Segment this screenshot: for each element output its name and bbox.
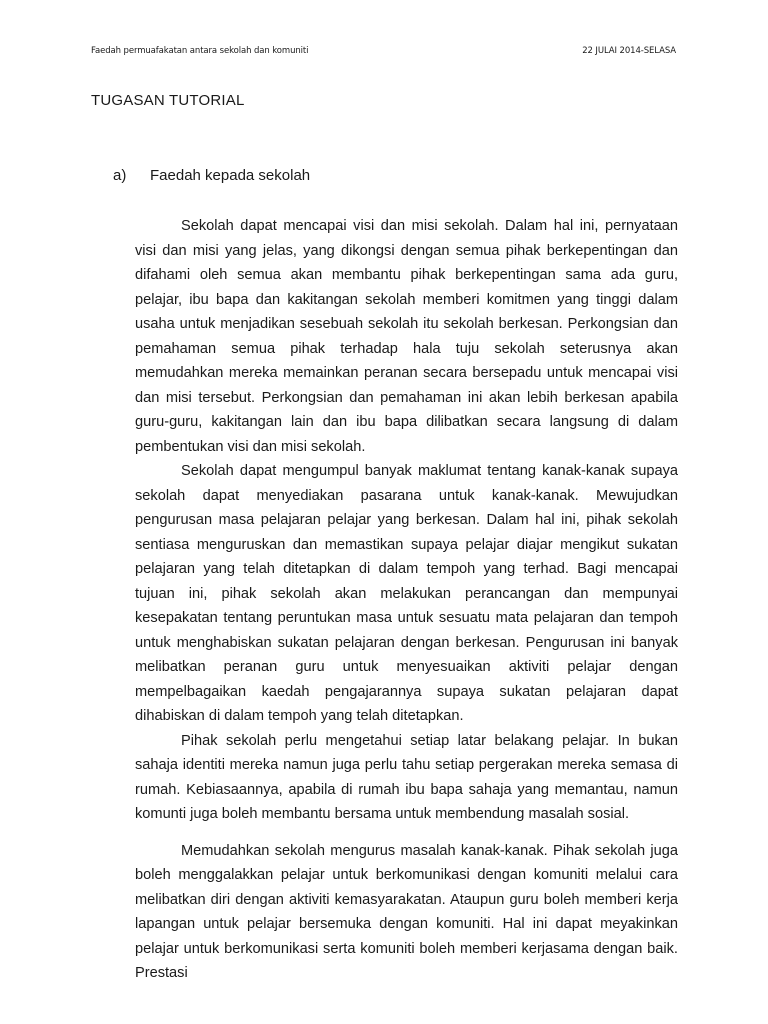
body-text [135, 214, 678, 986]
section-heading-text: Faedah kepada sekolah [150, 167, 311, 184]
paragraph-1: Sekolah dapat mencapai visi dan misi sekolah. Dalam hal ini, pernyataan visi dan misi yang jelas, yang dikongsi dengan semua pihak berkepentingan dan difahami oleh semua akan membantu pihak berkepentingan sama ada guru, pelajar, ibu bapa dan kakitangan sekolah memberi komitmen yang tinggi dalam usaha untuk menjadikan sesebuah sekolah itu sekolah berkesan. Perkongsian dan pemahaman semua pihak terhadap hala tuju sekolah seterusnya akan memudahkan mereka memainkan peranan secara bersepadu untuk mencapai visi dan misi tersebut. Perkongsian dan pemahaman ini akan lebih berkesan apabila guru-guru, kakitangan lain dan ibu bapa dilibatkan secara langsung di dalam pembentukan visi dan misi sekolah. [135, 218, 678, 455]
paragraph-2: Sekolah dapat mengumpul banyak maklumat tentang kanak-kanak supaya sekolah dapat menyediakan pasarana untuk kanak-kanak. Mewujudkan pengurusan masa pelajaran pelajar yang berkesan. Dalam hal ini, pihak sekolah sentiasa menguruskan dan memastikan supaya pelajar diajar mengikut sukatan pelajaran yang telah ditetapkan di dalam tempoh yang terhad. Bagi mencapai tujuan ini, pihak sekolah akan melakukan perancangan dan mempunyai kesepakatan tentang peruntukan masa untuk sesuatu mata pelajaran dan tempoh untuk menghabiskan sukatan pelajaran dengan berkesan. Pengurusan ini banyak melibatkan peranan guru untuk menyesuaikan aktiviti pelajar dengan mempelbagaikan kaedah pengajarannya supaya sukatan pelajaran dapat dihabiskan di dalam tempoh yang telah ditetapkan. [135, 463, 678, 724]
paragraph-3: Pihak sekolah perlu mengetahui setiap latar belakang pelajar. In bukan sahaja identiti mereka namun juga perlu tahu setiap pergerakan mereka semasa di rumah. Kebiasaannya, apabila di rumah ibu bapa sahaja yang memantau, namun komunti juga boleh membantu bersama untuk membendung masalah sosial. [135, 732, 678, 822]
header-left-text: Faedah permuafakatan antara sekolah dan komuniti [91, 46, 309, 56]
page-header [91, 46, 676, 56]
header-date-text: 22 JULAI 2014-SELASA [582, 46, 676, 56]
section-heading [113, 167, 310, 184]
paragraph-4: Memudahkan sekolah mengurus masalah kanak-kanak. Pihak sekolah juga boleh menggalakkan pelajar untuk berkomunikasi dengan komuniti melalui cara melibatkan diri dengan aktiviti kemasyarakatan. Ataupun guru boleh memberi kerja lapangan untuk pelajar bersemuka dengan komuniti. Hal ini dapat meyakinkan pelajar untuk berkomunikasi serta komuniti boleh memberi kerjasama dengan baik. Prestasi [135, 842, 678, 981]
section-marker: a) [113, 167, 127, 184]
document-title: TUGASAN TUTORIAL [91, 92, 245, 109]
